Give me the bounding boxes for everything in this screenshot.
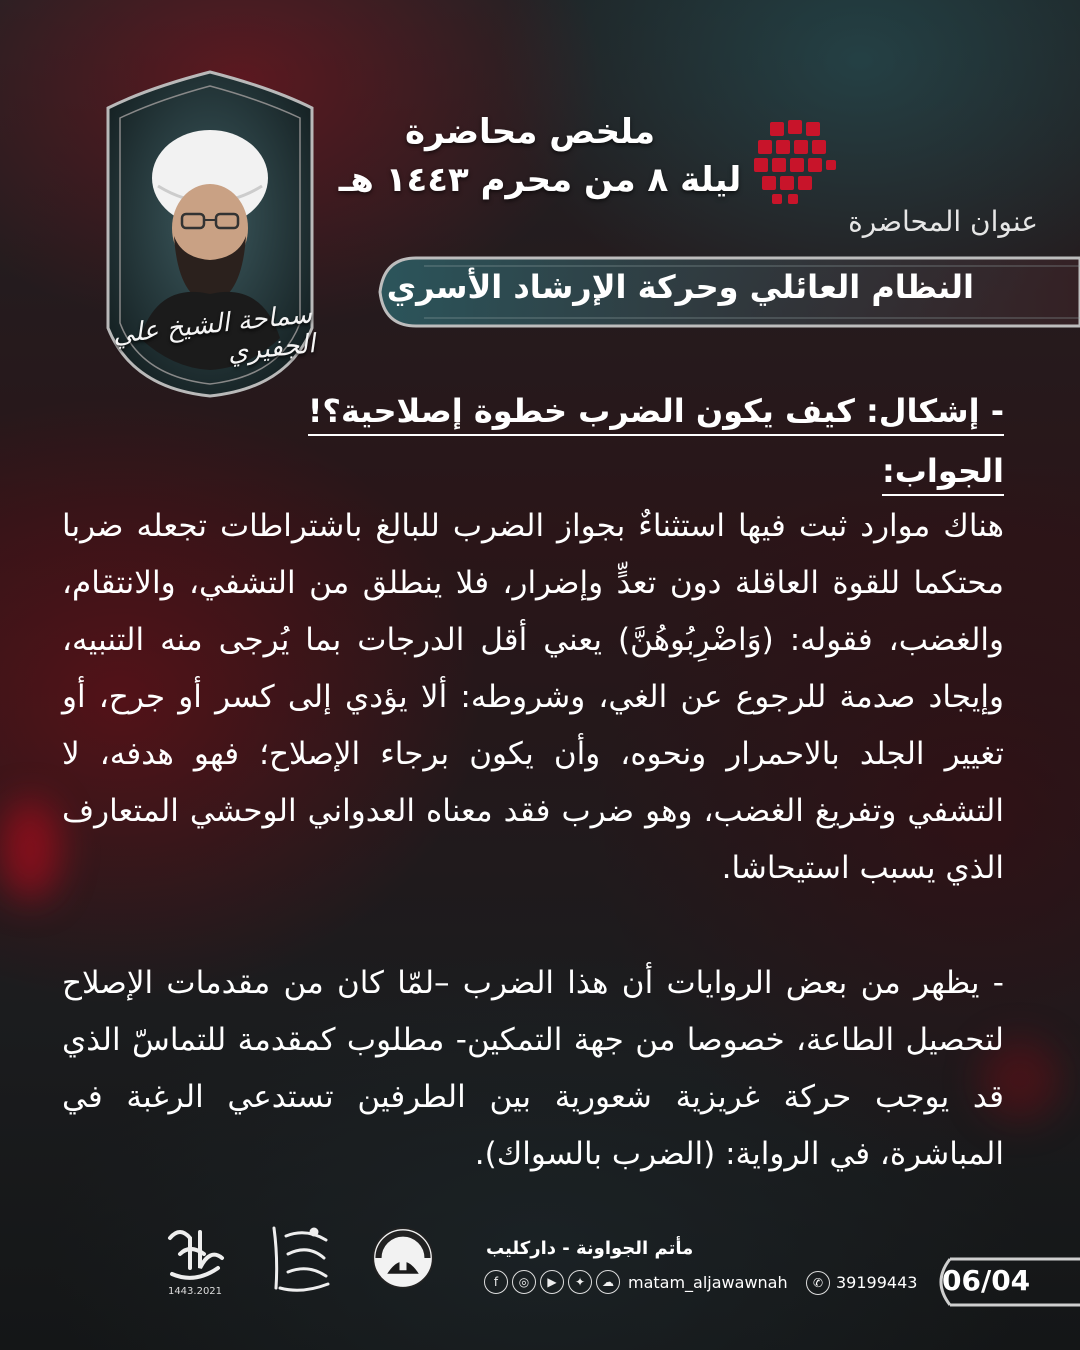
- answer-paragraph-1: هناك موارد ثبت فيها استثناءٌ بجواز الضرب للبالغ باشتراطات تجعله ضربا محتكما للقوة العاقلة دون تعدٍّ وإضرار، فلا ينطلق من التشفي، والانتقام، والغضب، فقوله: (وَاضْرِبُوهُنَّ) يعني أقل الدرجات بما يُرجى منه التنبيه، وإيجاد صدمة للرجوع عن الغي، وشروطه: ألا يؤدي إلى كسر أو جرح، أو تغيير الجلد بالاحمرار ونحوه، وأن يكون برجاء الإصلاح؛ فهو هدفه، لا التشفي وتفريغ الغضب، وهو ضرب فقد معناه العدواني الوحشي المتعارف الذي يسبب استيحاشا.: [62, 508, 1004, 886]
- social-icons: [484, 1270, 620, 1294]
- youtube-icon[interactable]: ▶: [540, 1270, 564, 1294]
- lecture-label: عنوان المحاضرة: [848, 205, 1038, 238]
- mosque-name: مأتم الجواونة - داركليب: [486, 1238, 694, 1259]
- svg-text:1443.2021: 1443.2021: [167, 1286, 223, 1297]
- answer-paragraph-2: - يظهر من بعض الروايات أن هذا الضرب –لمّا كان من مقدمات الإصلاح لتحصيل الطاعة، خصوصا من جهة التمكين- مطلوب كمقدمة للتماسّ الذي قد يوجب حركة غريزية شعورية بين الطرفين تستدعي الرغبة في المباشرة، في الرواية: (الضرب بالسواك).: [62, 965, 1004, 1172]
- twitter-icon[interactable]: ✦: [568, 1270, 592, 1294]
- mosque-emblem: [368, 1218, 438, 1298]
- soundcloud-icon[interactable]: ☁: [596, 1270, 620, 1294]
- social-handle[interactable]: matam_aljawawnah: [628, 1273, 788, 1292]
- answer-label: الجواب:: [882, 452, 1004, 496]
- header-subtitle: ليلة ٨ من محرم ١٤٤٣ هـ: [338, 160, 742, 200]
- facebook-icon[interactable]: f: [484, 1270, 508, 1294]
- muharram-logo: [160, 1218, 230, 1298]
- slogan-logo: [266, 1218, 336, 1298]
- speaker-name: سماحة الشيخ علي الجفيري: [111, 299, 317, 369]
- question-heading: - إشكال: كيف يكون الضرب خطوة إصلاحية؟!: [308, 392, 1004, 436]
- whatsapp-icon[interactable]: ✆: [806, 1271, 830, 1295]
- instagram-icon[interactable]: ◎: [512, 1270, 536, 1294]
- header-title: ملخص محاضرة: [404, 112, 656, 152]
- lecture-title: النظام العائلي وحركة الإرشاد الأسري: [386, 268, 974, 306]
- bg-glow: [0, 800, 60, 900]
- phone-number[interactable]: 39199443: [836, 1273, 918, 1292]
- grid-logo-icon: [740, 112, 850, 212]
- page-indicator: 06/04: [942, 1264, 1031, 1297]
